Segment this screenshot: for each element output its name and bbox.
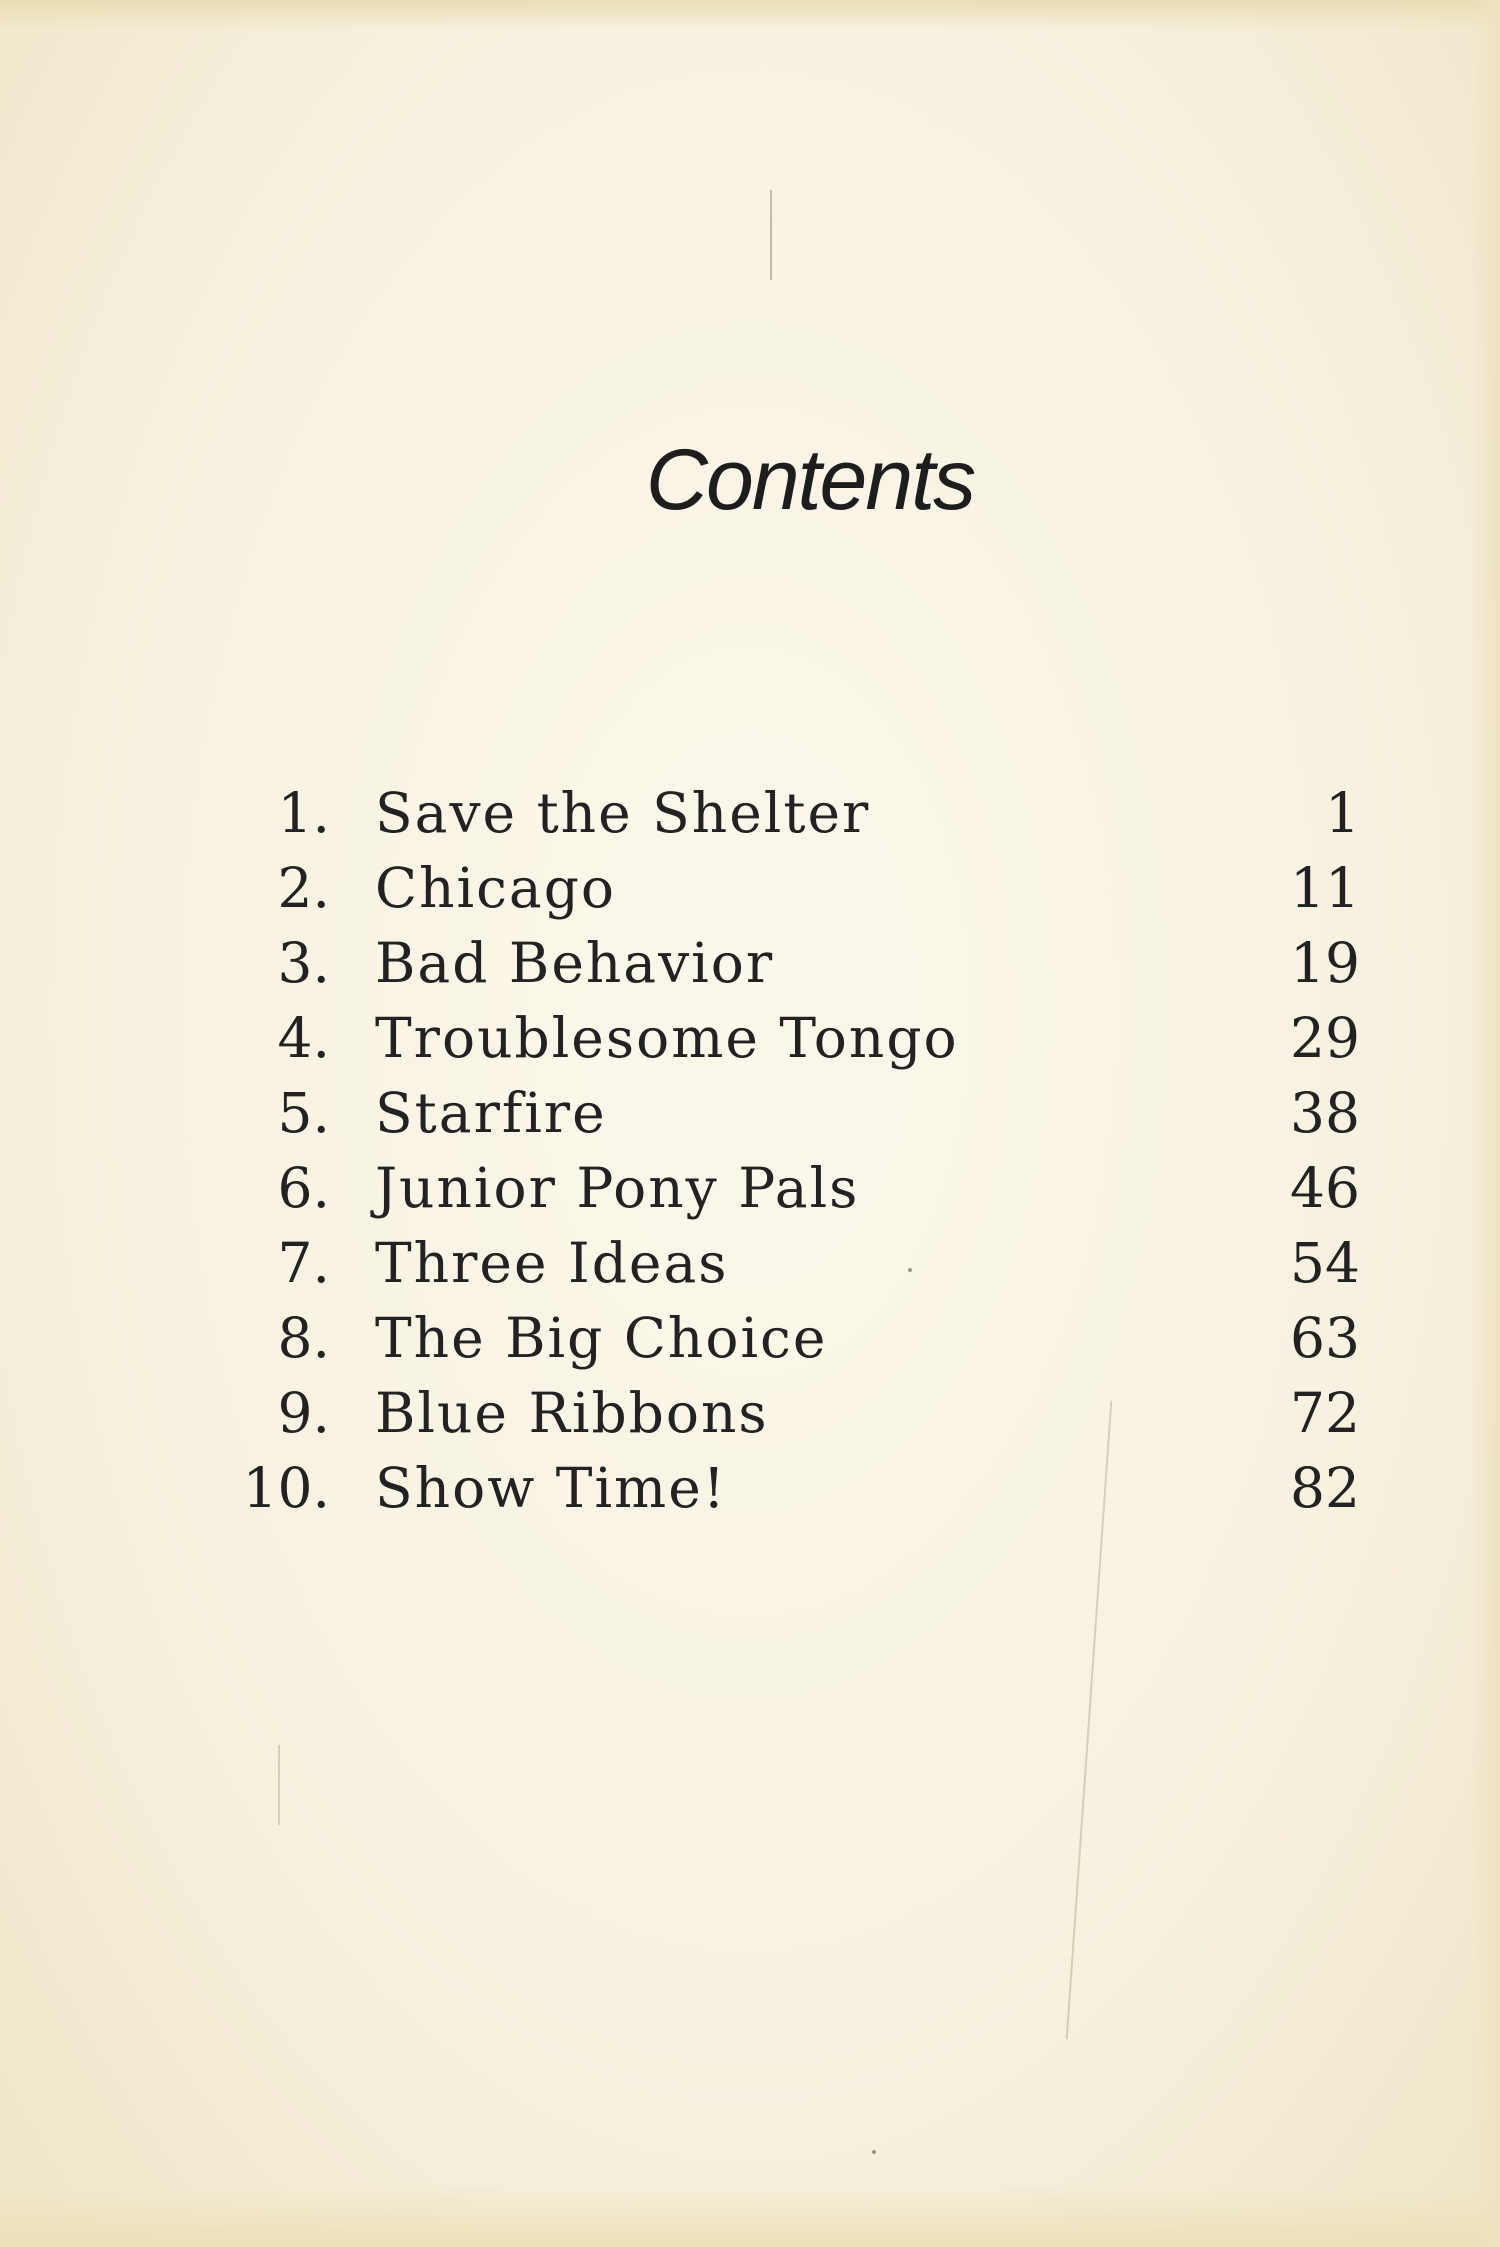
chapter-number: 3.: [277, 931, 330, 995]
chapter-title: Three Ideas: [375, 1231, 729, 1295]
page-number: 38: [1290, 1081, 1360, 1145]
chapter-number: 10.: [242, 1456, 330, 1520]
toc-entry[interactable]: [0, 1301, 1500, 1376]
chapter-number: 1.: [277, 781, 330, 845]
toc-entry[interactable]: [0, 1451, 1500, 1526]
page-number: 82: [1290, 1456, 1360, 1520]
toc-entry[interactable]: [0, 1076, 1500, 1151]
toc-entry[interactable]: [0, 776, 1500, 851]
chapter-title: Troublesome Tongo: [375, 1006, 959, 1070]
toc-entry[interactable]: [0, 1376, 1500, 1451]
paper-crease: [770, 190, 772, 280]
chapter-number: 2.: [277, 856, 330, 920]
chapter-number: 4.: [277, 1006, 330, 1070]
paper-speck: [872, 2150, 876, 2154]
chapter-number: 7.: [277, 1231, 330, 1295]
page-number: 29: [1290, 1006, 1360, 1070]
paper-crease: [278, 1745, 280, 1825]
toc-entry[interactable]: [0, 926, 1500, 1001]
toc-entry[interactable]: [0, 851, 1500, 926]
page-title: Contents: [645, 432, 975, 528]
page-number: 19: [1290, 931, 1360, 995]
chapter-number: 6.: [277, 1156, 330, 1220]
chapter-title: The Big Choice: [375, 1306, 828, 1370]
page-number: 46: [1290, 1156, 1360, 1220]
toc-entry[interactable]: [0, 1001, 1500, 1076]
page-number: 11: [1290, 856, 1360, 920]
chapter-title: Bad Behavior: [375, 931, 775, 995]
chapter-title: Starfire: [375, 1081, 607, 1145]
chapter-title: Show Time!: [375, 1456, 727, 1520]
page-number: 72: [1290, 1381, 1360, 1445]
toc-entry[interactable]: [0, 1151, 1500, 1226]
page-number: 1: [1325, 781, 1360, 845]
chapter-title: Junior Pony Pals: [375, 1156, 860, 1220]
chapter-number: 5.: [277, 1081, 330, 1145]
chapter-number: 8.: [277, 1306, 330, 1370]
chapter-number: 9.: [277, 1381, 330, 1445]
toc-entry[interactable]: [0, 1226, 1500, 1301]
page-edge-bottom: [0, 2187, 1500, 2247]
page-number: 54: [1290, 1231, 1360, 1295]
page-number: 63: [1290, 1306, 1360, 1370]
page-edge-top: [0, 0, 1500, 30]
chapter-title: Blue Ribbons: [375, 1381, 769, 1445]
chapter-title: Save the Shelter: [375, 781, 871, 845]
chapter-title: Chicago: [375, 856, 617, 920]
